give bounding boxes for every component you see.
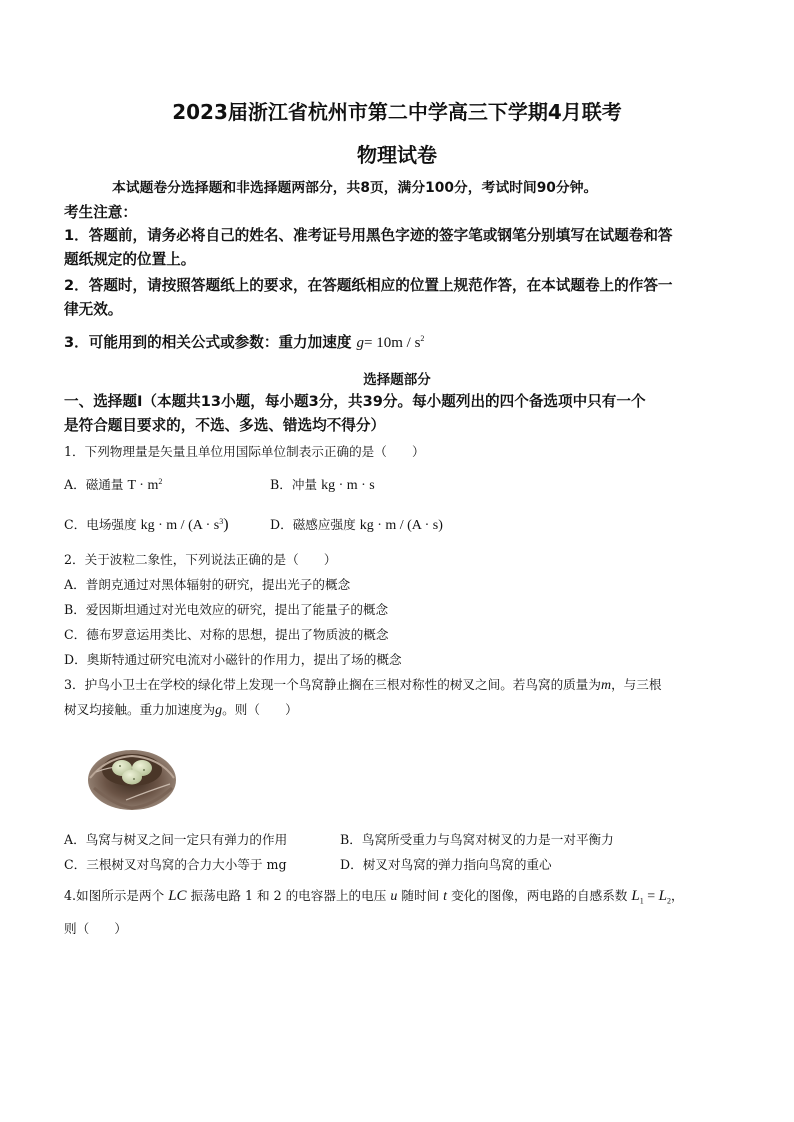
q1-option-a-label: A．磁通量	[64, 477, 124, 492]
notice-item-1-line-1: 1．答题前，请务必将自己的姓名、准考证号用黑色字迹的签字笔或钢笔分别填写在试题卷和答	[64, 227, 673, 244]
q3-mass-symbol: m	[600, 678, 612, 693]
q2-stem: 2．关于波粒二象性，下列说法正确的是（ ）	[64, 552, 337, 567]
q4-l2-symbol: L	[658, 888, 667, 904]
section-heading: 选择题部分	[363, 372, 431, 388]
q3-option-a: A．鸟窝与树叉之间一定只有弹力的作用	[64, 832, 288, 847]
q1-option-c-close: )	[223, 516, 229, 533]
notice-item-1-line-2: 题纸规定的位置上。	[64, 251, 196, 268]
q4-stem-text: 4.如图所示是两个	[64, 888, 165, 903]
q1-option-b-unit: kg · m · s	[321, 478, 375, 493]
gravity-symbol: g	[356, 335, 365, 351]
q1-option-c-label: C．电场强度	[64, 517, 137, 532]
part1-heading-line-1: 一、选择题Ⅰ（本题共13小题，每小题3分，共39分。每小题列出的四个备选项中只有一个	[64, 393, 646, 410]
q4-stem-text-4: 变化的图像，两电路的自感系数	[451, 888, 628, 903]
q1-option-b	[270, 474, 375, 494]
q1-option-d-label: D．磁感应强度	[270, 517, 356, 532]
q4-t-symbol: t	[443, 889, 448, 904]
q3-stem-line-1	[64, 674, 736, 694]
q4-stem-text-2: 振荡电路 1 和 2 的电容器上的电压	[190, 888, 387, 903]
intro-text: 本试题卷分选择题和非选择题两部分，共8页，满分100分，考试时间90分钟。	[112, 180, 598, 196]
q3-stem-text-2: 树叉均接触。重力加速度为	[64, 702, 216, 717]
q4-comma: ，	[671, 888, 684, 903]
q1-option-a	[64, 474, 162, 494]
q2-option-a: A．普朗克通过对黑体辐射的研究，提出光子的概念	[64, 577, 351, 592]
notice-item-2-line-2: 律无效。	[64, 301, 123, 318]
part1-heading-line-2: 是符合题目要求的，不选、多选、错选均不得分）	[64, 417, 386, 434]
exam-title: 2023届浙江省杭州市第二中学高三下学期4月联考	[172, 100, 622, 124]
notice-item-3-text: 3．可能用到的相关公式或参数：重力加速度	[64, 334, 352, 351]
egg-3	[122, 770, 142, 785]
q1-option-c	[64, 514, 229, 534]
q4-stem-line-2: 则（ ）	[64, 921, 127, 936]
q3-option-d: D．树叉对鸟窝的弹力指向鸟窝的重心	[340, 857, 552, 872]
q1-option-a-unit: T · m	[127, 478, 159, 493]
gravity-exponent: 2	[420, 334, 425, 344]
q4-l2-sub: 2	[667, 896, 671, 906]
q1-option-c-exp: 3	[219, 516, 224, 526]
q1-option-d	[270, 514, 443, 534]
exam-subtitle: 物理试卷	[357, 143, 437, 167]
notice-item-2-line-1: 2．答题时，请按照答题纸上的要求，在答题纸相应的位置上规范作答，在本试题卷上的作答一	[64, 277, 673, 294]
q4-u-symbol: u	[390, 889, 398, 904]
gravity-value: = 10m / s	[364, 335, 421, 351]
notice-item-3	[64, 331, 736, 352]
q3-stem-end-2: 。则（ ）	[222, 702, 298, 717]
q3-gravity-symbol: g	[215, 703, 223, 718]
q4-stem-text-3: 随时间	[401, 888, 440, 903]
q2-option-d: D．奥斯特通过研究电流对小磁针的作用力，提出了场的概念	[64, 652, 402, 667]
q1-option-b-label: B．冲量	[270, 477, 318, 492]
q3-option-c: C．三根树叉对鸟窝的合力大小等于 mg	[64, 857, 287, 872]
q4-stem-line-1	[64, 885, 736, 905]
q3-stem-end: ，与三根	[611, 677, 662, 692]
notice-heading: 考生注意：	[64, 204, 137, 221]
q4-l1-sub: 1	[639, 896, 644, 906]
q1-option-d-unit: kg · m / (A · s)	[359, 518, 443, 533]
q1-stem: 1．下列物理量是矢量且单位用国际单位制表示正确的是（ ）	[64, 444, 425, 459]
q3-option-b: B．鸟窝所受重力与鸟窝对树叉的力是一对平衡力	[340, 832, 614, 847]
q3-stem-text: 3．护鸟小卫士在学校的绿化带上发现一个鸟窝静止搁在三根对称性的树叉之间。若鸟窝的质量为	[64, 677, 601, 692]
q2-option-b: B．爱因斯坦通过对光电效应的研究，提出了能量子的概念	[64, 602, 389, 617]
q1-option-a-exp: 2	[158, 476, 163, 486]
q1-option-c-unit: kg · m / (A · s	[140, 518, 220, 533]
q2-option-c: C．德布罗意运用类比、对称的思想，提出了物质波的概念	[64, 627, 389, 642]
q4-l1-symbol: L	[631, 888, 640, 904]
bird-nest-photo	[86, 728, 178, 816]
q3-stem-line-2	[64, 699, 736, 719]
q4-lc-symbol: LC	[168, 888, 187, 904]
q4-equals: =	[643, 889, 659, 904]
